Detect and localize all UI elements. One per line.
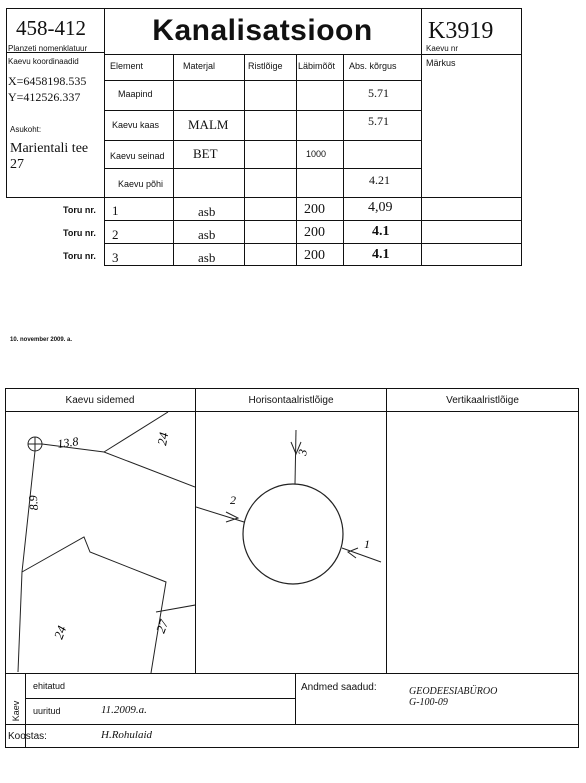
bottom-form <box>5 388 579 778</box>
row-height: 5.71 <box>368 86 389 100</box>
row-height: 4.21 <box>369 173 390 187</box>
pipe-nr: 1 <box>112 203 119 218</box>
connections-sketch <box>6 412 195 673</box>
data-source-value-2: G-100-09 <box>409 697 448 708</box>
coord-x: X=6458198.535 <box>8 74 87 88</box>
kaev-label: Kaev <box>11 700 21 722</box>
compiled-label: Koostas: <box>8 731 47 742</box>
top-form <box>6 8 522 266</box>
pipe-nr: 2 <box>112 227 119 242</box>
pipe-diameter: 200 <box>304 202 325 217</box>
pipe-number-label: 3 <box>295 448 310 457</box>
built-label: ehitatud <box>33 681 66 691</box>
page-title: Kanalisatsioon <box>152 14 373 47</box>
pipe-material: asb <box>198 227 216 242</box>
pipe-number-label: 2 <box>230 493 236 507</box>
section-horizontal: Horisontaalristlõige <box>248 395 334 406</box>
coords-label: Kaevu koordinaadid <box>8 57 79 66</box>
row-height: 5.71 <box>368 114 389 128</box>
pipe-label: Toru nr. <box>63 251 96 261</box>
pipe-height: 4.1 <box>372 247 390 262</box>
data-source-label: Andmed saadud: <box>301 682 377 693</box>
header-diameter: Läbimõõt <box>298 61 336 71</box>
pipe-label: Toru nr. <box>63 205 96 215</box>
header-height: Abs. kõrgus <box>349 61 397 71</box>
section-connections: Kaevu sidemed <box>65 395 135 406</box>
row-diameter: 1000 <box>306 149 327 159</box>
surveyed-label: uuritud <box>33 706 61 716</box>
connection-label: 24 <box>50 623 70 642</box>
nomenclature-value: 458-412 <box>16 16 86 40</box>
well-number-label: Kaevu nr <box>426 44 459 53</box>
location-label: Asukoht: <box>10 125 42 134</box>
row-material: MALM <box>188 117 229 132</box>
pipe-number-label: 1 <box>364 537 370 551</box>
coord-y: Y=412526.337 <box>8 90 81 104</box>
location-value: Marientali tee 27 <box>10 141 89 172</box>
header-material: Materjal <box>183 61 216 71</box>
pipe-label: Toru nr. <box>63 228 96 238</box>
pipe-diameter: 200 <box>304 248 325 263</box>
row-element: Kaevu seinad <box>110 151 165 161</box>
connection-label: 13.8 <box>56 434 80 451</box>
header-note: Märkus <box>426 58 456 68</box>
surveyed-value: 11.2009.a. <box>101 704 147 716</box>
pipe-material: asb <box>198 204 216 219</box>
pipe-height: 4,09 <box>368 200 393 215</box>
row-material: BET <box>193 146 218 161</box>
header-cross: Ristlõige <box>248 61 283 71</box>
pipe-height: 4.1 <box>372 224 390 239</box>
horizontal-sketch <box>196 412 386 673</box>
section-vertical: Vertikaalristlõige <box>446 395 519 406</box>
nomenclature-label: Planzeti nomenklatuur <box>8 44 88 53</box>
pipe-diameter: 200 <box>304 225 325 240</box>
row-element: Maapind <box>118 89 153 99</box>
date-stamp: 10. november 2009. a. <box>10 337 73 343</box>
header-element: Element <box>110 61 144 71</box>
pipe-nr: 3 <box>112 250 119 265</box>
row-element: Kaevu kaas <box>112 120 160 130</box>
pipe-material: asb <box>198 250 216 265</box>
data-source-value-1: GEODEESIABÜROO <box>409 686 498 697</box>
connection-label: 27 <box>152 617 172 636</box>
connection-label: 8.9 <box>25 494 41 511</box>
row-element: Kaevu põhi <box>118 179 164 189</box>
compiled-value: H.Rohulaid <box>101 729 153 741</box>
well-number: K3919 <box>428 18 494 44</box>
connection-label: 24 <box>154 431 172 447</box>
